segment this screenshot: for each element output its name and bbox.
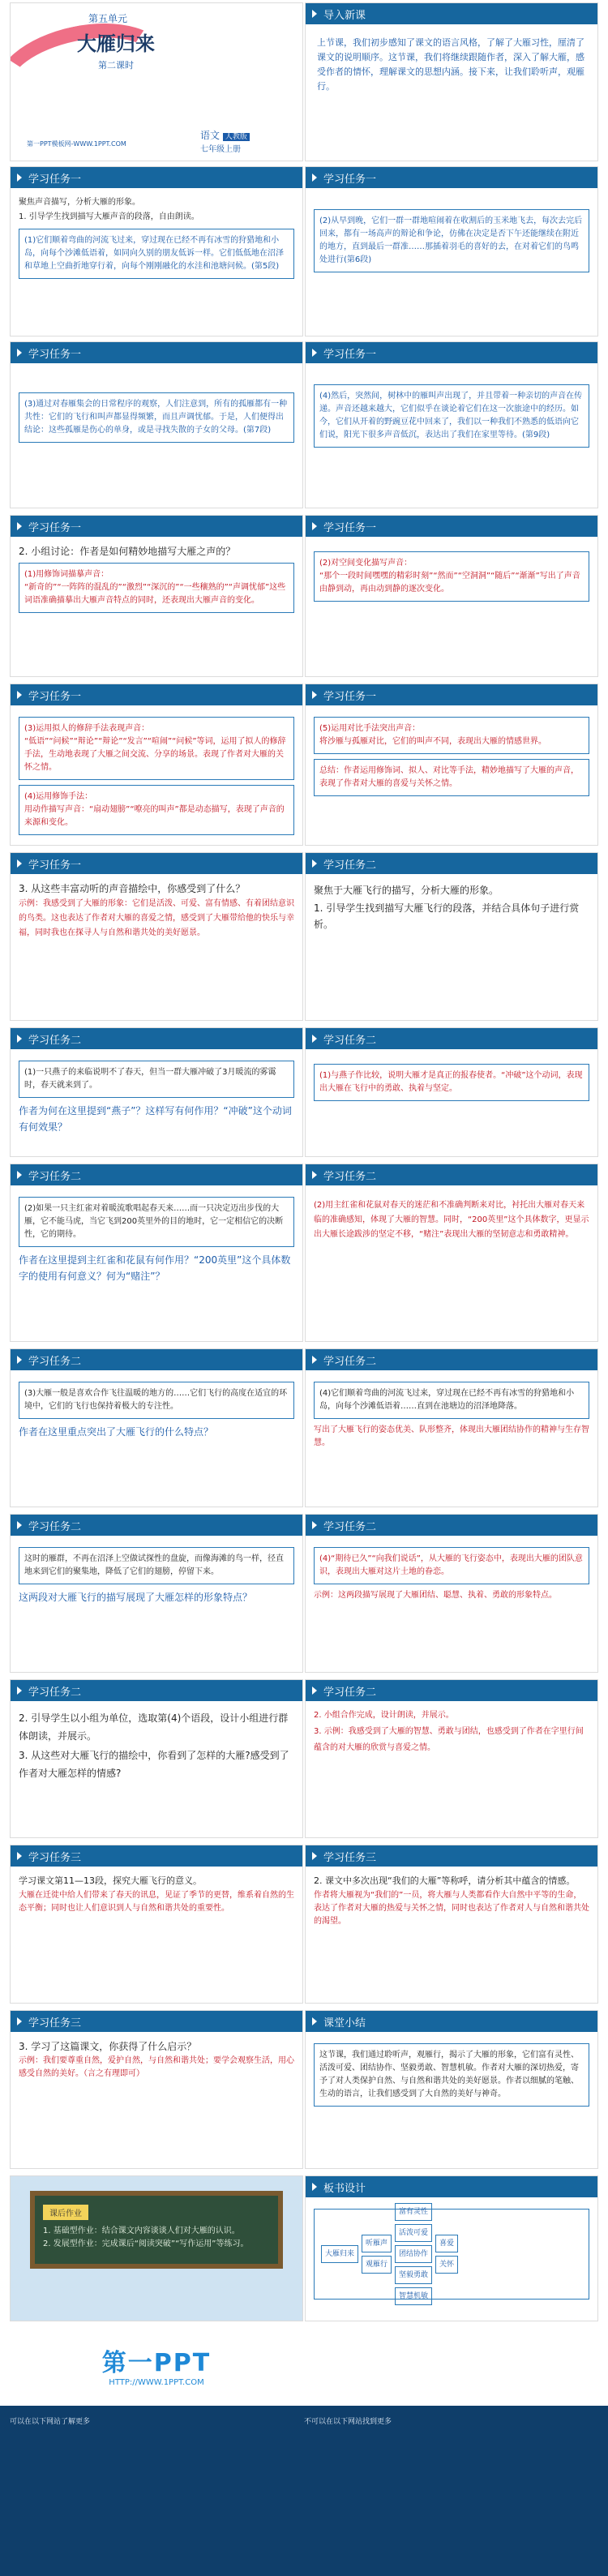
- slide-summary: [305, 2010, 598, 2169]
- meta-block: [200, 128, 250, 154]
- point-text: “新奇的”“一阵阵的混乱的”“激烈”“深沉的”“一些穰熟的”“声调忧郁”这些词语准确描摹出大雁声音特点的同时，还表现出大雁声音的变化。: [24, 583, 286, 605]
- header-arrow-icon: [312, 1035, 317, 1043]
- slide-header-label: 导入新课: [323, 9, 366, 22]
- slide-header: [306, 342, 597, 363]
- slide-homework: [10, 2175, 303, 2321]
- homework-tag: 课后作业: [43, 2205, 88, 2220]
- subject-label: 语文: [200, 130, 221, 141]
- question-text: 作者在这里提到主红雀和花鼠有何作用？“200英里”这个具体数字的使用有何意义？何为“赌注”？: [19, 1254, 291, 1282]
- slide-header: [11, 516, 302, 537]
- quote-box: (4)它们顺着弯曲的河流飞过来，穿过现在已经不再有冰雪的狩猎地和小岛，向每个沙滩低语着……直到在池塘边的沼泽地降落。: [314, 1382, 589, 1419]
- summary-text: 示例：这两段描写展现了大雁团结、聪慧、执着、勇敢的形象特点。: [314, 1591, 557, 1600]
- slide-header-label: 学习任务三: [323, 1851, 377, 1864]
- header-arrow-icon: [312, 1521, 317, 1529]
- slide-task1-g: [10, 684, 303, 846]
- answer-box: (1)与燕子作比较，说明大雁才是真正的报春使者。“冲破”这个动词，表现出大雁在飞行中的勇敢、执着与坚定。: [314, 1064, 589, 1101]
- header-arrow-icon: [312, 859, 317, 868]
- question-text: 3. 学习了这篇课文，你获得了什么启示？: [19, 2041, 197, 2052]
- slide-header-label: 学习任务一: [28, 173, 82, 186]
- header-arrow-icon: [312, 522, 317, 530]
- slide-task1-f: [305, 515, 598, 677]
- slide-header-label: 板书设计: [323, 2182, 366, 2195]
- header-arrow-icon: [17, 1171, 22, 1179]
- header-arrow-icon: [312, 691, 317, 699]
- mindmap-branch: 观雁行: [362, 2256, 392, 2274]
- slide-task3-c: [10, 2010, 303, 2169]
- header-arrow-icon: [312, 174, 317, 182]
- footer-panel: [0, 2406, 608, 2576]
- slide-header: [11, 342, 302, 363]
- quote-box: (4)然后，突然间，树林中的雁叫声出现了，并且带着一种亲切的声音在传递。声音还越来越大，它们似乎在谈论着它们在这一次旅途中的经历。如今，它们从开着的野豌豆花中回来了，我们以一种我们不熟悉的低语向它们说，阳光下很多声音低沉，表达出了我们在家里等待。(第9段): [314, 384, 589, 448]
- slide-task1-a: [10, 166, 303, 336]
- answer-text: 2. 小组合作完成，设计朗读，并展示。: [314, 1711, 454, 1720]
- homework-item: 2. 发展型作业：完成课后“阅读突破”“写作运用”等练习。: [43, 2240, 249, 2248]
- slide-header-label: 学习任务二: [323, 1034, 377, 1047]
- slide-task2-g: [305, 1348, 598, 1507]
- slide-intro: [305, 2, 598, 161]
- slide-task2-d: [10, 1164, 303, 1342]
- slide-header-label: 学习任务二: [28, 1520, 82, 1533]
- brand-banner: [10, 2328, 303, 2402]
- mindmap-emotion: 喜爱: [435, 2235, 458, 2252]
- header-arrow-icon: [17, 691, 22, 699]
- slide-task2-b: [10, 1027, 303, 1157]
- slide-header: [306, 1845, 597, 1867]
- point-heading: (5)运用对比手法突出声音：: [319, 724, 421, 733]
- point-text: 用动作描写声音：“扇动翅膀”“嘹亮的叫声”都是动态描写，表现了声音的来源和变化。: [24, 805, 285, 827]
- quote-box: (1)它们顺着弯曲的河流飞过来，穿过现在已经不再有冰雪的狩猎地和小岛，向每个沙滩低语着，如同向久别的朋友低诉一样。它们低低地在沼泽和草地上空曲折地穿行着，向每个刚刚融化的水洼和池塘问候。(第5段): [19, 229, 294, 279]
- slide-header: [11, 167, 302, 188]
- slide-header: [306, 1164, 597, 1185]
- slide-header-label: 学习任务二: [323, 859, 377, 872]
- task-text: 聚焦声音描写，分析大雁的形象。: [19, 198, 140, 207]
- header-arrow-icon: [312, 2017, 317, 2025]
- slide-header: [11, 1515, 302, 1536]
- slide-header-label: 学习任务二: [323, 1170, 377, 1183]
- answer-text: 写出了大雁飞行的姿态优美、队形整齐，体现出大雁团结协作的精神与生存智慧。: [314, 1425, 589, 1447]
- brand-url: HTTP://WWW.1PPT.COM: [109, 2378, 204, 2387]
- chalkboard: [30, 2191, 283, 2269]
- point-text: 将沙雁与孤雁对比，它们的叫声不同，表现出大雁的情感世界。: [319, 737, 546, 746]
- slide-task2-e: [305, 1164, 598, 1342]
- question-text: 2. 课文中多次出现“我们的大雁”等称呼，请分析其中蕴含的情感。: [314, 1875, 576, 1886]
- slide-header-label: 学习任务二: [323, 1355, 377, 1368]
- slide-header-label: 学习任务三: [28, 2017, 82, 2030]
- mindmap-root: 大雁归来: [321, 2245, 358, 2263]
- slide-header: [11, 1349, 302, 1370]
- step-text: 1. 引导学生找到描写大雁飞行的段落，并结合具体句子进行赏析。: [314, 902, 580, 930]
- slide-task2-j: [10, 1679, 303, 1838]
- answer-text: 示例：我感受到了大雁的形象：它们是活泼、可爱、富有情感、有着团结意识的鸟类。这也表达了作者对大雁的喜爱之情，感受到了大雁带给他的快乐与幸福，同时我也在探寻人与自然和谐共处的美好愿景。: [19, 899, 294, 937]
- header-arrow-icon: [17, 1521, 22, 1529]
- answer-box: (4)“期待已久”“向我们说话”，从大雁的飞行姿态中，表现出大雁的团队意识，表现出大雁对这片土地的眷恋。: [314, 1547, 589, 1584]
- slide-task2-c: [305, 1027, 598, 1157]
- slide-task1-e: [10, 515, 303, 677]
- point-text: “低语”“问候”“辩论”“辩论”“发言”“喧闹”“问候”等词，运用了拟人的修辞手法，生动地表现了大雁之间交流、分享的场景。表现了作者对大雁的关怀之情。: [24, 737, 286, 772]
- slide-header-label: 学习任务二: [323, 1686, 377, 1699]
- slide-header: [306, 1680, 597, 1701]
- slide-header-label: 学习任务二: [28, 1170, 82, 1183]
- step-text: 1. 引导学生找到描写大雁声音的段落，自由朗读。: [19, 212, 199, 221]
- point-heading: (2)对空间变化描写声音：: [319, 559, 413, 568]
- slide-task2-f: [10, 1348, 303, 1507]
- slide-header-label: 学习任务一: [323, 173, 377, 186]
- answer-text: 作者将大雁视为“我们的”一员，将大雁与人类都看作大自然中平等的生命，表达了作者对大雁的热爱与关怀之情，同时也表达了作者对人与自然和谐共处的渴望。: [314, 1891, 589, 1926]
- slide-header-label: 学习任务一: [323, 348, 377, 361]
- slide-header: [306, 1515, 597, 1536]
- homework-item: 1. 基础型作业：结合课文内容谈谈人们对大雁的认识。: [43, 2227, 240, 2235]
- slide-task2-h: [10, 1514, 303, 1673]
- discussion-question: 2. 小组讨论：作者是如何精妙地描写大雁之声的？: [19, 546, 236, 557]
- slide-header: [306, 853, 597, 874]
- mindmap-leaf: 富有灵性: [395, 2203, 432, 2221]
- slide-header: [11, 684, 302, 705]
- header-arrow-icon: [17, 174, 22, 182]
- slide-header-label: 学习任务一: [28, 521, 82, 534]
- slide-task2-k: [305, 1679, 598, 1838]
- point-text: “那个一段时间嘿嘿的精彩时刻”“然而”“空洞洞”“随后”“渐渐”写出了声音由静到动，再由动到静的逐次变化。: [319, 572, 580, 594]
- footer-col-2: 不可以在以下网站找到更多: [304, 2418, 392, 2426]
- quote-box: 这时的雁群，不再在沼泽上空做试探性的盘旋，而像海滩的鸟一样，径直地来到它们的聚集地，降低了它们的翅膀，停留下来。: [19, 1547, 294, 1584]
- lesson-title: 大雁归来: [77, 32, 155, 55]
- task-text: 聚焦于大雁飞行的描写，分析大雁的形象。: [314, 885, 499, 896]
- header-arrow-icon: [312, 2183, 317, 2191]
- quote-box: (2)如果一只主红雀对着暖流歌唱起春天来……而一只决定迈出步伐的大雁，它不能马虎，当它飞到200英里外的目的地时，它一定相信它的决断性，它的期待。: [19, 1197, 294, 1247]
- unit-label: 第五单元: [88, 13, 128, 24]
- question-text: 学习课文第11—13段，探究大雁飞行的意义。: [19, 1875, 202, 1886]
- slide-task3-a: [10, 1845, 303, 2004]
- lesson-period: 第二课时: [98, 60, 134, 71]
- slide-task1-h: [305, 684, 598, 846]
- edition-badge: 人教版: [223, 133, 250, 141]
- point-heading: (4)运用修饰手法：: [24, 792, 93, 801]
- quote-box: (3)大雁一般是喜欢合作飞往温暖的地方的……它们飞行的高度在适宜的环境中，它们的飞行也保持着极大的专注性。: [19, 1382, 294, 1419]
- mindmap: [314, 2209, 589, 2300]
- quote-box: (2)从早到晚，它们一群一群地喧闹着在收割后的玉米地飞去，每次去完后回来，都有一场高声的辩论和争论，仿佛在决定是否下午还能继续在附近的地方，直到最后一群准……那插着羽毛的喜好的去，在对着它们的鸟鸣处进行(第6段): [314, 209, 589, 272]
- slide-header: [11, 1164, 302, 1185]
- question-text: 作者在这里重点突出了大雁飞行的什么特点？: [19, 1426, 214, 1438]
- question-text: 3. 从这些丰富动听的声音描绘中，你感受到了什么？: [19, 883, 246, 894]
- brand-logo: 第一PPT: [101, 2349, 212, 2377]
- slide-header-label: 学习任务二: [28, 1686, 82, 1699]
- slide-header: [306, 1349, 597, 1370]
- question-text: 作者为何在这里提到“燕子”？这样写有何作用？“冲破”这个动词有何效果？: [19, 1105, 292, 1133]
- header-arrow-icon: [17, 349, 22, 357]
- header-arrow-icon: [312, 10, 317, 18]
- slide-header-label: 学习任务一: [323, 521, 377, 534]
- slide-header: [11, 1845, 302, 1867]
- header-arrow-icon: [312, 1356, 317, 1364]
- slide-header-label: 学习任务二: [28, 1034, 82, 1047]
- slide-header: [306, 167, 597, 188]
- slide-header: [306, 516, 597, 537]
- slide-header-label: 学习任务一: [323, 690, 377, 703]
- answer-text: 示例：我们要尊重自然，爱护自然，与自然和谐共处；要学会观察生活，用心感受自然的美好。（言之有理即可）: [19, 2056, 294, 2078]
- slide-header-label: 学习任务一: [28, 348, 82, 361]
- header-arrow-icon: [312, 1687, 317, 1695]
- quote-box: (3)通过对春雁集会的日常程序的观察，人们注意到，所有的孤雁都有一种共性：它们的飞行和叫声都显得频繁，而且声调忧郁。于是，人们便得出结论：这些孤雁是伤心的单身，或是寻找失散的子女的父母。(第7段): [19, 392, 294, 443]
- header-arrow-icon: [312, 1852, 317, 1860]
- header-arrow-icon: [17, 859, 22, 868]
- header-arrow-icon: [17, 522, 22, 530]
- slide-task1-b: [305, 166, 598, 336]
- slide-task3-b: [305, 1845, 598, 2004]
- point-heading: (3)运用拟人的修辞手法表现声音：: [24, 724, 150, 733]
- answer-text: 3. 示例：我感受到了大雁的智慧、勇敢与团结，也感受到了作者在字里行间蕴含的对大雁的欣赏与喜爱之情。: [314, 1727, 584, 1752]
- slide-task2-i: [305, 1514, 598, 1673]
- slide-header: [306, 2011, 597, 2032]
- footer-col-1: 可以在以下网站了解更多: [10, 2418, 91, 2426]
- slide-header: [306, 684, 597, 705]
- slide-task1-c: [10, 341, 303, 508]
- intro-text: 上节课，我们初步感知了课文的语言风格，了解了大雁习性，厘清了课文的说明顺序。这节课，我们将继续跟随作者，深入了解大雁，感受作者的情怀，理解课文的思想内涵。接下来，让我们聆听声，观雁行。: [317, 37, 584, 92]
- header-arrow-icon: [17, 1852, 22, 1860]
- header-arrow-icon: [17, 1035, 22, 1043]
- site-label: 第一PPT模板网-WWW.1PPT.COM: [27, 140, 126, 148]
- grade-label: 七年级上册: [200, 145, 241, 154]
- mindmap-leaf: 团结协作: [395, 2245, 432, 2263]
- slide-header: [11, 853, 302, 874]
- slide-header-label: 学习任务一: [28, 690, 82, 703]
- slide-header-label: 课堂小结: [323, 2017, 366, 2030]
- slide-header: [306, 3, 597, 24]
- header-arrow-icon: [17, 2017, 22, 2025]
- slide-header-label: 学习任务一: [28, 859, 82, 872]
- mindmap-leaf: 活泼可爱: [395, 2224, 432, 2242]
- step-text: 2. 引导学生以小组为单位，选取第(4)个语段，设计小组进行群体朗读，并展示。: [19, 1712, 289, 1742]
- summary-box: 总结：作者运用修饰词、拟人、对比等手法，精妙地描写了大雁的声音，表现了作者对大雁的喜爱与关怀之情。: [314, 759, 589, 796]
- header-arrow-icon: [312, 1171, 317, 1179]
- slide-header-label: 学习任务二: [28, 1355, 82, 1368]
- mindmap-leaf: 智慧机敏: [395, 2287, 432, 2305]
- slide-board-design: [305, 2175, 598, 2321]
- slide-header: [306, 2176, 597, 2197]
- answer-text: 大雁在迁徙中给人们带来了春天的讯息，见证了季节的更替，维系着自然的生态平衡；同时也让人们意识到人与自然和谐共处的重要性。: [19, 1891, 294, 1913]
- summary-box: 这节课，我们通过聆听声，观雁行，揭示了大雁的形象，它们富有灵性、活泼可爱、团结协作、坚毅勇敢、智慧机敏。作者对大雁的深切热爱，寄予了对人类保护自然、与自然和谐共处的美好愿景。作者以细腻的笔触、生动的语言，让我们感受到了大自然的美好与神奇。: [314, 2043, 589, 2107]
- slide-task2-a: [305, 852, 598, 1021]
- point-heading: (1)用修饰词描摹声音：: [24, 570, 109, 579]
- mindmap-emotion: 关怀: [435, 2256, 458, 2274]
- question-text: 这两段对大雁飞行的描写展现了大雁怎样的形象特点？: [19, 1592, 253, 1603]
- quote-box: (1)一只燕子的来临说明不了春天，但当一群大雁冲破了3月暖流的雾霭时，春天就来到了。: [19, 1061, 294, 1098]
- slide-task1-i: [10, 852, 303, 1021]
- mindmap-branch: 听雁声: [362, 2235, 392, 2252]
- slide-header: [11, 1680, 302, 1701]
- question-text: 3. 从这些对大雁飞行的描绘中，你看到了怎样的大雁?感受到了作者对大雁怎样的情感?: [19, 1750, 289, 1779]
- title-slide: [10, 2, 303, 161]
- slide-task1-d: [305, 341, 598, 508]
- mindmap-leaf: 坚毅勇敢: [395, 2266, 432, 2284]
- header-arrow-icon: [17, 1356, 22, 1364]
- slide-header-label: 学习任务二: [323, 1520, 377, 1533]
- header-arrow-icon: [312, 349, 317, 357]
- slide-header: [11, 1028, 302, 1049]
- slide-header: [306, 1028, 597, 1049]
- answer-text: (2)用主红雀和花鼠对春天的迷茫和不准确判断来对比，衬托出大雁对春天来临的准确感知，体现了大雁的智慧。同时，“200英里”这个具体数字，更显示出大雁长途跋涉的坚定不移，“赌注”表现出大雁的坚韧意志和勇敢精神。: [314, 1201, 589, 1239]
- slide-header: [11, 2011, 302, 2032]
- header-arrow-icon: [17, 1687, 22, 1695]
- slide-header-label: 学习任务三: [28, 1851, 82, 1864]
